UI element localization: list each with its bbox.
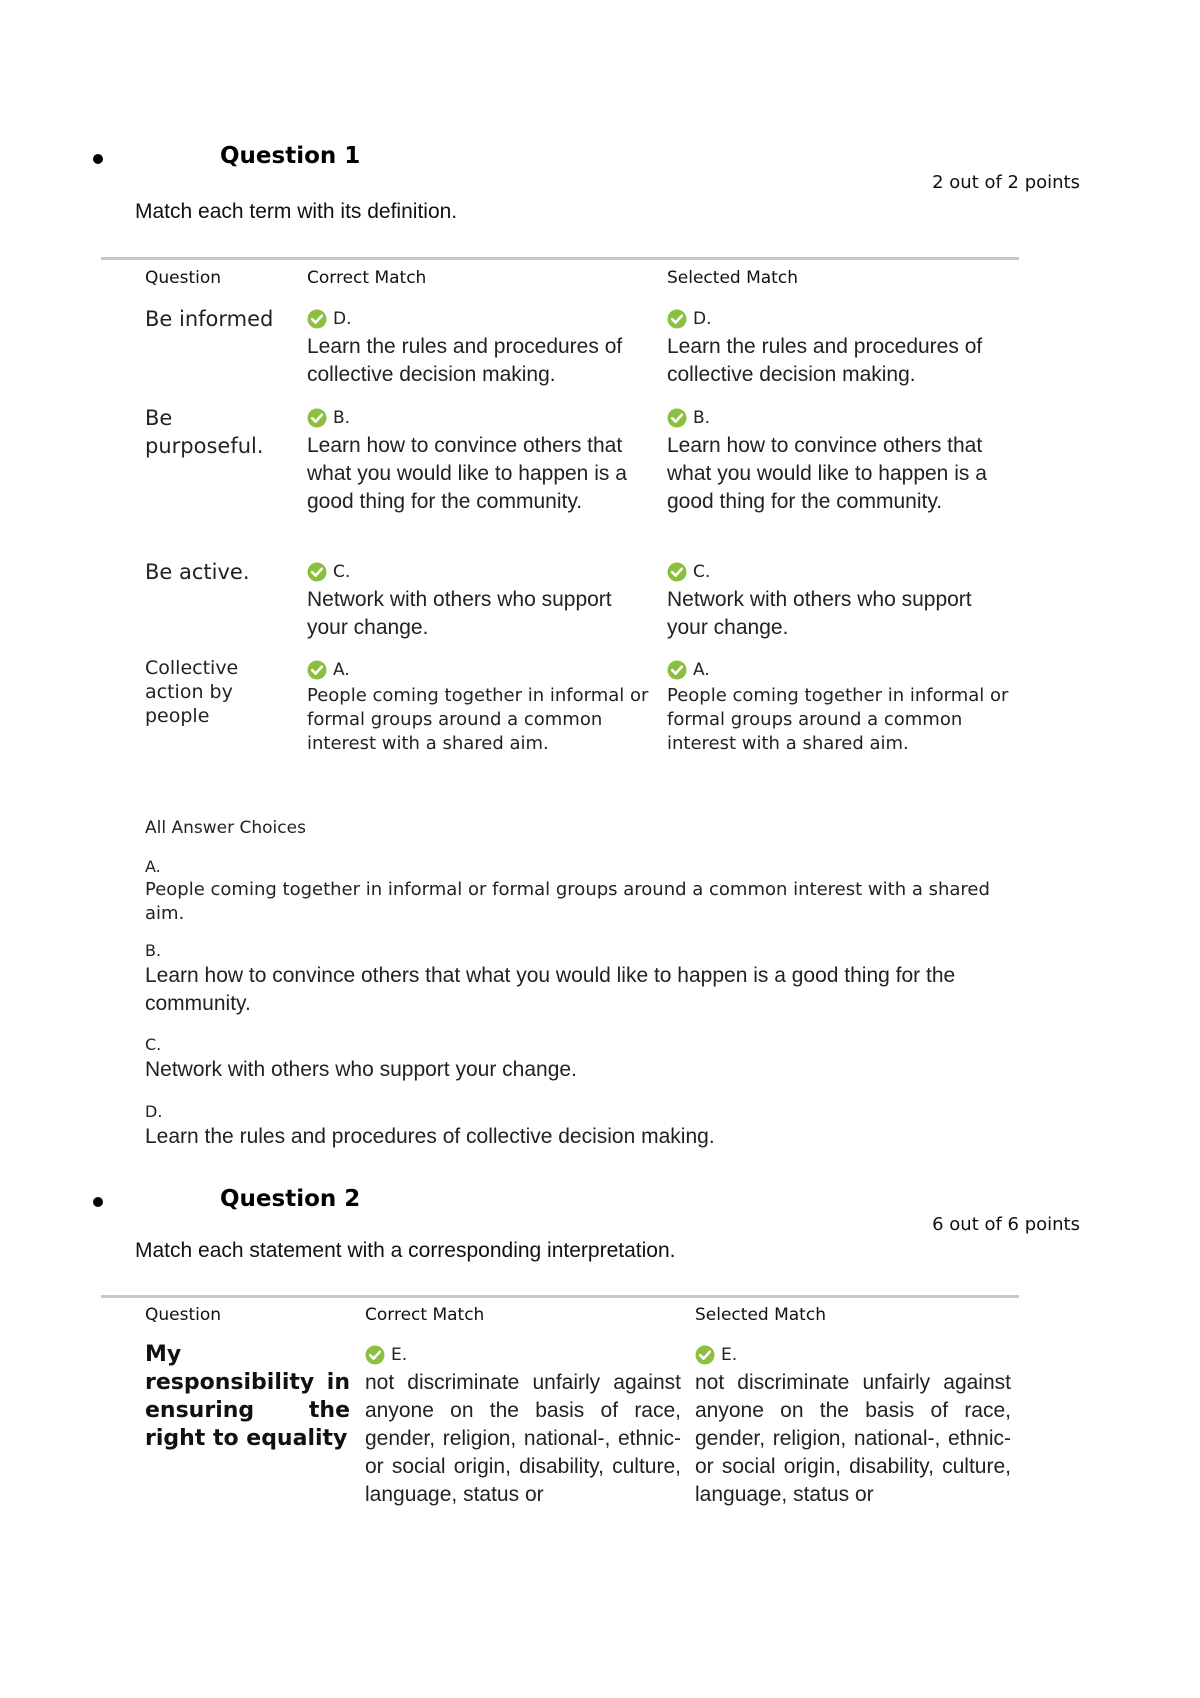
question-2-title: Question 2 [220, 1186, 361, 1212]
match-text: Learn how to convince others that what you would like to happen is a good thing for the community. [307, 434, 627, 513]
answer-choice [145, 1101, 1015, 1151]
check-icon [365, 1345, 385, 1365]
question-term: Collective action by people [145, 657, 239, 727]
correct-match [307, 404, 652, 516]
match-text: Network with others who support your change. [667, 588, 972, 639]
column-header-question: Question [145, 268, 222, 288]
match-text: Learn the rules and procedures of collective decision making. [307, 335, 623, 386]
question-1-title: Question 1 [220, 143, 361, 169]
choice-letter: D. [145, 1102, 163, 1121]
match-letter: C. [693, 562, 711, 582]
choice-text: Network with others who support your change. [145, 1058, 577, 1081]
column-header-selected-match: Selected Match [695, 1305, 826, 1325]
column-header-correct-match: Correct Match [307, 268, 427, 288]
answer-choice [145, 940, 1015, 1018]
bullet [93, 1197, 103, 1207]
choice-letter: A. [145, 857, 161, 876]
match-letter: D. [333, 309, 352, 329]
table-divider [101, 257, 1019, 260]
answer-choice [145, 1034, 1015, 1084]
match-letter: C. [333, 562, 351, 582]
question-term: Be informed [145, 307, 274, 331]
correct-match [307, 305, 652, 389]
match-text: not discriminate unfairly against anyone on the basis of race, gender, religion, national-, ethnic- or social origin, disability, culture, language, status or [365, 1371, 681, 1506]
check-icon [307, 562, 327, 582]
column-header-selected-match: Selected Match [667, 268, 798, 288]
choice-letter: C. [145, 1035, 162, 1054]
question-2-points: 6 out of 6 points [932, 1214, 1080, 1235]
selected-match [667, 558, 1012, 642]
match-letter: A. [333, 660, 350, 680]
question-term: Be purposeful. [145, 406, 264, 458]
match-text: Learn how to convince others that what you would like to happen is a good thing for the community. [667, 434, 987, 513]
match-letter: D. [693, 309, 712, 329]
match-text: People coming together in informal or formal groups around a common interest with a shared aim. [667, 685, 1009, 754]
table-divider [101, 1295, 1019, 1298]
match-letter: E. [391, 1345, 408, 1365]
match-text: not discriminate unfairly against anyone on the basis of race, gender, religion, national-, ethnic- or social origin, disability, culture, language, status or [695, 1371, 1011, 1506]
check-icon [307, 660, 327, 680]
check-icon [307, 309, 327, 329]
correct-match [365, 1341, 681, 1509]
question-term: My responsibility in ensuring the right to equality [145, 1342, 350, 1451]
correct-match [307, 656, 652, 756]
check-icon [667, 562, 687, 582]
match-letter: A. [693, 660, 710, 680]
match-letter: E. [721, 1345, 738, 1365]
selected-match [695, 1341, 1011, 1509]
choice-text: Learn the rules and procedures of collective decision making. [145, 1125, 715, 1148]
check-icon [667, 309, 687, 329]
all-answer-choices-label: All Answer Choices [145, 818, 306, 838]
choice-text: People coming together in informal or formal groups around a common interest with a shared aim. [145, 879, 990, 924]
column-header-correct-match: Correct Match [365, 1305, 485, 1325]
match-text: Learn the rules and procedures of collective decision making. [667, 335, 983, 386]
bullet [93, 154, 103, 164]
choice-letter: B. [145, 941, 162, 960]
check-icon [307, 408, 327, 428]
check-icon [667, 660, 687, 680]
question-1-prompt: Match each term with its definition. [135, 200, 458, 223]
selected-match [667, 404, 1012, 516]
selected-match [667, 305, 1012, 389]
question-term: Be active. [145, 560, 250, 584]
choice-text: Learn how to convince others that what you would like to happen is a good thing for the community. [145, 964, 956, 1015]
answer-choice [145, 856, 1015, 926]
question-1-points: 2 out of 2 points [932, 172, 1080, 193]
column-header-question: Question [145, 1305, 222, 1325]
match-text: Network with others who support your change. [307, 588, 612, 639]
match-letter: B. [333, 408, 351, 428]
correct-match [307, 558, 652, 642]
question-2-prompt: Match each statement with a corresponding interpretation. [135, 1239, 676, 1262]
match-text: People coming together in informal or formal groups around a common interest with a shared aim. [307, 685, 649, 754]
check-icon [695, 1345, 715, 1365]
selected-match [667, 656, 1012, 756]
match-letter: B. [693, 408, 711, 428]
check-icon [667, 408, 687, 428]
